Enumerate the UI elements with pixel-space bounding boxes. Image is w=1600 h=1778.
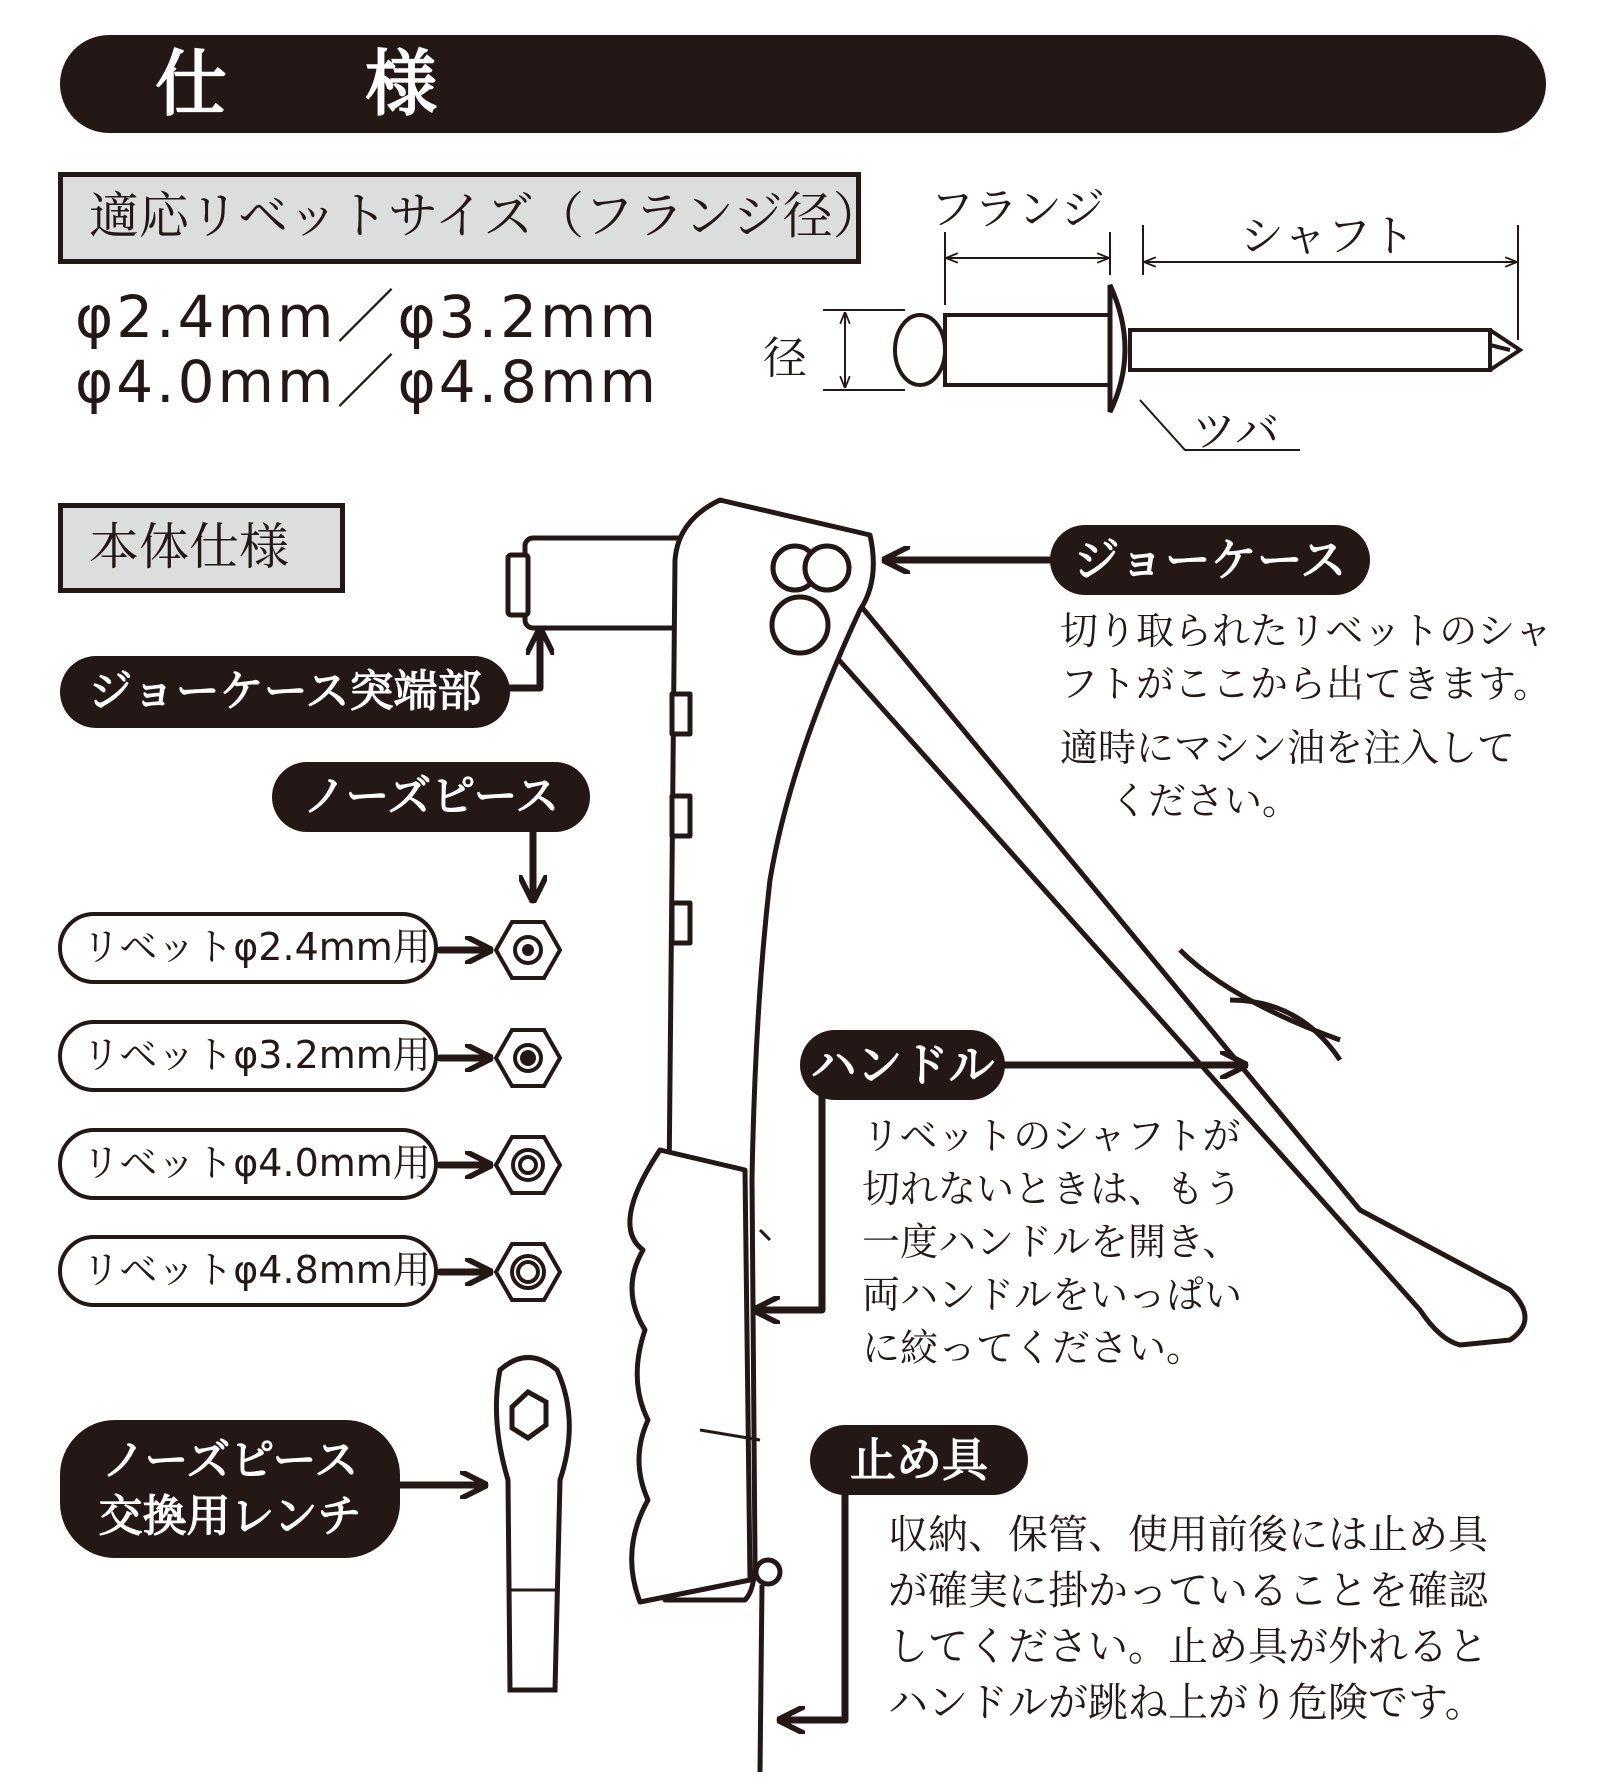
handle-note-2: 切れないときは、もう bbox=[862, 1167, 1243, 1211]
handle-grip bbox=[630, 1150, 750, 1602]
jaw-case-tip-label: ジョーケース突端部 bbox=[60, 656, 510, 728]
handle-note-1: リベットのシャフトが bbox=[862, 1114, 1241, 1158]
nose-piece-4-0 bbox=[496, 1137, 560, 1193]
stopper-note-3: してください。止め具が外れると bbox=[888, 1624, 1488, 1670]
collar-label: ツバ bbox=[1192, 406, 1280, 457]
wrench-label bbox=[60, 1420, 400, 1558]
nose-item-3-2: リベットφ3.2mm用 bbox=[58, 1020, 438, 1092]
shaft-label: シャフト bbox=[1240, 211, 1416, 262]
stopper-note-4: ハンドルが跳ね上がり危険です。 bbox=[888, 1680, 1485, 1726]
jaw-case-note-2: フトがここから出てきます。 bbox=[1060, 662, 1551, 706]
stopper-pin bbox=[760, 1585, 762, 1772]
title-char-1: 仕 bbox=[155, 42, 228, 126]
jaw-case-note-4: ください。 bbox=[1110, 779, 1301, 823]
body-spec-heading: 本体仕様 bbox=[58, 503, 345, 593]
handle-note-5: に絞ってください。 bbox=[862, 1326, 1205, 1370]
nose-piece-label: ノーズピース bbox=[272, 762, 590, 832]
jaw-case-label: ジョーケース bbox=[1050, 525, 1370, 595]
wrench-label-line-1: ノーズピース bbox=[101, 1435, 359, 1486]
handle-label: ハンドル bbox=[800, 1030, 1005, 1100]
stopper-label: 止め具 bbox=[810, 1425, 1028, 1495]
title-banner bbox=[60, 35, 1546, 133]
nose-pieces bbox=[496, 922, 560, 1300]
rivet-size-line-1: φ2.4mm／φ3.2mm bbox=[75, 283, 659, 351]
rivet-body bbox=[945, 315, 1110, 385]
diameter-label: 径 bbox=[763, 333, 807, 384]
handle-note-4: 両ハンドルをいっぱい bbox=[862, 1273, 1243, 1317]
nose-item-2-4: リベットφ2.4mm用 bbox=[58, 912, 438, 984]
rivet-shaft bbox=[1130, 330, 1490, 370]
jaw-case-note-3: 適時にマシン油を注入して bbox=[1060, 726, 1516, 770]
flange-label: フランジ bbox=[930, 184, 1105, 235]
rivet-collar bbox=[1110, 285, 1125, 412]
stopper-note-2: が確実に掛かっていることを確認 bbox=[888, 1568, 1488, 1614]
wrench-label-line-2: 交換用レンチ bbox=[98, 1491, 362, 1542]
stopper-ring bbox=[756, 1560, 780, 1584]
title-char-2: 様 bbox=[365, 42, 438, 126]
stopper-note-1: 収納、保管、使用前後には止め具 bbox=[888, 1512, 1488, 1558]
nose-item-4-0: リベットφ4.0mm用 bbox=[58, 1128, 438, 1200]
rivet-diagram bbox=[823, 225, 1520, 450]
nose-item-4-8: リベットφ4.8mm用 bbox=[58, 1235, 438, 1307]
nose-piece-2-4 bbox=[496, 922, 560, 978]
wrench bbox=[496, 1358, 569, 1691]
rivet-mandrel-head bbox=[895, 315, 945, 385]
nose-piece-4-8 bbox=[496, 1244, 560, 1300]
rivet-size-line-2: φ4.0mm／φ4.8mm bbox=[75, 348, 659, 416]
handle-note-3: 一度ハンドルを開き、 bbox=[862, 1220, 1241, 1264]
jaw-case-note-1: 切り取られたリベットのシャ bbox=[1060, 609, 1553, 653]
nose-piece-3-2 bbox=[496, 1030, 560, 1086]
rivet-size-heading: 適応リベットサイズ（フランジ径） bbox=[58, 172, 861, 264]
